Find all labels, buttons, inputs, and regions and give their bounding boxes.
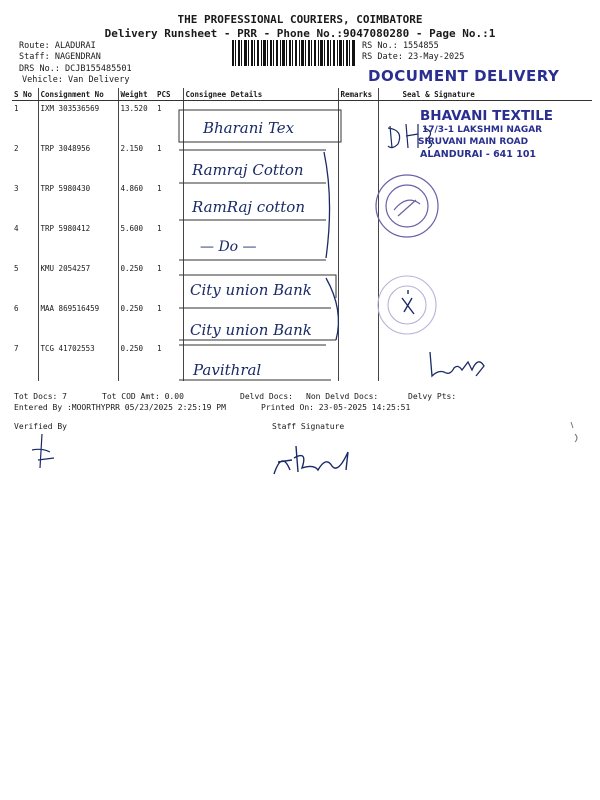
- cell-pcs: 1: [157, 264, 162, 273]
- printed-on-label: Printed On: 23-05-2025 14:25:51: [261, 403, 411, 412]
- cell-sno: 2: [14, 144, 19, 153]
- cell-consignment: IXM 303536569: [38, 101, 118, 142]
- cell-weight: 0.250: [118, 301, 155, 341]
- round-seal-icon: [372, 270, 442, 340]
- verifier-signature: [28, 430, 78, 472]
- cell-sno: 3: [14, 184, 19, 193]
- cell-consignment: TRP 5980412: [38, 221, 118, 261]
- consignee-handwriting: City union Bank: [190, 321, 312, 339]
- tot-docs-label: Tot Docs: 7: [14, 392, 67, 401]
- cell-pcs: 1: [157, 304, 162, 313]
- rs-date-label: RS Date: 23-May-2025: [362, 52, 465, 62]
- col-header-consignee: Consignee Details: [183, 88, 338, 101]
- cell-consignment: TCG 41702553: [38, 341, 118, 381]
- cell-pcs: 1: [157, 224, 162, 233]
- col-header-pcs: PCS: [155, 88, 183, 101]
- verified-by-label: Verified By: [14, 422, 67, 431]
- bhavani-stamp-address: SIRUVANI MAIN ROAD: [418, 137, 529, 147]
- cell-consignment: TRP 5980430: [38, 181, 118, 221]
- receiver-signature-1: [384, 118, 444, 152]
- col-header-consignment: Consignment No: [38, 88, 118, 101]
- receiver-signature-7: [424, 348, 494, 382]
- cell-pcs: 1: [157, 144, 162, 153]
- consignee-handwriting: — Do —: [200, 239, 257, 255]
- col-header-weight: Weight: [118, 88, 155, 101]
- route-label: Route: ALADURAI: [19, 41, 96, 51]
- cell-consignment: TRP 3048956: [38, 141, 118, 181]
- edge-mark: [565, 418, 585, 448]
- document-delivery-stamp: DOCUMENT DELIVERY: [368, 67, 560, 85]
- entered-by-label: Entered By :MOORTHYPRR 05/23/2025 2:25:19 PM: [14, 403, 226, 412]
- round-seal-icon: [372, 170, 442, 242]
- col-header-remarks: Remarks: [338, 88, 378, 101]
- table-header-row: [12, 88, 592, 101]
- col-header-sno: S No: [12, 88, 38, 101]
- col-header-seal: Seal & Signature: [378, 88, 592, 101]
- cell-weight: 5.600: [118, 221, 155, 261]
- consignee-handwriting: Pavithral: [193, 361, 262, 379]
- bhavani-stamp-address: ALANDURAI - 641 101: [420, 149, 537, 160]
- delvd-docs-label: Delvd Docs:: [240, 392, 293, 401]
- cell-weight: 0.250: [118, 341, 155, 381]
- delvy-pts-label: Delvy Pts:: [408, 392, 457, 401]
- consignee-handwriting: RamRaj cotton: [192, 198, 305, 216]
- cell-sno: 1: [14, 104, 19, 113]
- cell-weight: 0.250: [118, 261, 155, 301]
- cell-sno: 4: [14, 224, 19, 233]
- cell-weight: 2.150: [118, 141, 155, 181]
- barcode-icon: [232, 40, 356, 66]
- staff-signature: [268, 440, 364, 480]
- cell-weight: 13.520: [118, 101, 155, 142]
- cell-pcs: 1: [157, 344, 162, 353]
- consignee-handwriting: Ramraj Cotton: [192, 161, 304, 179]
- company-title: THE PROFESSIONAL COURIERS, COIMBATORE: [177, 13, 423, 26]
- staff-label: Staff: NAGENDRAN: [19, 52, 101, 62]
- cell-pcs: 1: [157, 184, 162, 193]
- cell-sno: 6: [14, 304, 19, 313]
- consignee-handwriting: City union Bank: [190, 281, 312, 299]
- bhavani-stamp-title: BHAVANI TEXTILE: [420, 108, 554, 124]
- cell-consignment: KMU 2054257: [38, 261, 118, 301]
- drs-label: DRS No.: DCJB155485501: [19, 64, 132, 74]
- consignee-handwriting: Bharani Tex: [203, 119, 295, 137]
- cell-sno: 7: [14, 344, 19, 353]
- staff-signature-label: Staff Signature: [272, 422, 345, 431]
- vehicle-label: Vehicle: Van Delivery: [22, 75, 130, 85]
- tot-cod-label: Tot COD Amt: 0.00: [102, 392, 184, 401]
- runsheet-subtitle: Delivery Runsheet - PRR - Phone No.:9047080280 - Page No.:1: [104, 27, 496, 40]
- cell-weight: 4.860: [118, 181, 155, 221]
- cell-pcs: 1: [157, 104, 162, 113]
- rs-no-label: RS No.: 1554855: [362, 41, 439, 51]
- cell-sno: 5: [14, 264, 19, 273]
- bhavani-stamp-address: 17/3-1 LAKSHMI NAGAR: [422, 125, 543, 135]
- non-delvd-docs-label: Non Delvd Docs:: [306, 392, 379, 401]
- cell-consignment: MAA 869516459: [38, 301, 118, 341]
